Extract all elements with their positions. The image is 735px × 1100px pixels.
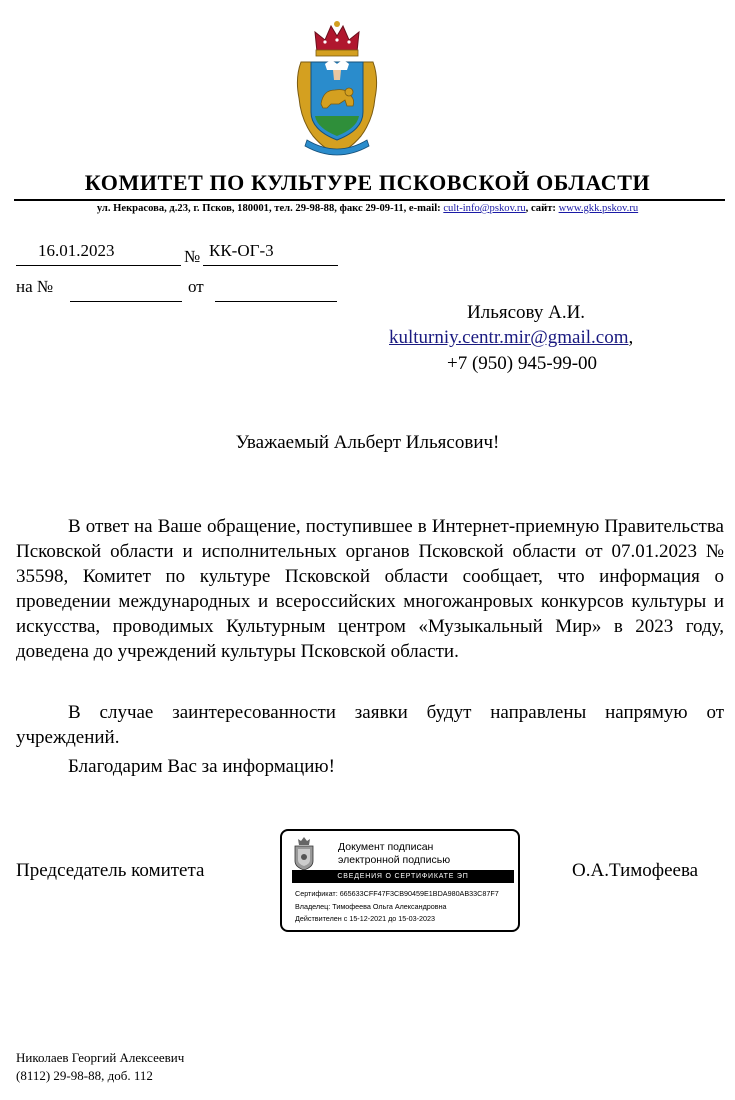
greeting: Уважаемый Альберт Ильясович! bbox=[235, 432, 500, 453]
signer-position: Председатель комитета bbox=[16, 860, 205, 881]
reference-number-blank bbox=[70, 281, 182, 302]
stamp-title-line-2: электронной подписью bbox=[338, 854, 451, 866]
executor-name: Николаев Георгий Алексеевич bbox=[16, 1050, 185, 1065]
reference-date-label: от bbox=[188, 277, 204, 296]
stamp-title-line-1: Документ подписан bbox=[338, 841, 434, 853]
electronic-signature-stamp bbox=[280, 829, 520, 932]
organization-email-link[interactable]: cult-info@pskov.ru bbox=[443, 203, 526, 214]
address-text: ул. Некрасова, д.23, г. Псков, 180001, тел. 29-98-88, факс 29-09-11, e-mail: bbox=[96, 203, 444, 214]
body-paragraph-3: Благодарим Вас за информацию! bbox=[68, 756, 335, 777]
reference-date-blank bbox=[215, 281, 337, 302]
number-sign: № bbox=[184, 247, 201, 266]
organization-site-link[interactable]: www.gkk.pskov.ru bbox=[558, 203, 639, 214]
executor-phone: (8112) 29-98-88, доб. 112 bbox=[16, 1068, 153, 1083]
site-label: , сайт: bbox=[525, 203, 559, 214]
body-paragraph-1: В ответ на Ваше обращение, поступившее в Интернет-приемную Правительства Псковской области и исполнительных органов Псковской области от 07.01.2023 № 35598, Комитет по культуре Псковской области сообщает, что информация о проведении международных и всероссийских многожанровых конкурсов культуры и искусства, проводимых Культурным центром «Музыкальный Мир» в 2023 году, доведена до учреждений культуры Псковской области. bbox=[16, 516, 724, 662]
organization-address bbox=[0, 203, 735, 214]
signer-name: О.А.Тимофеева bbox=[572, 860, 699, 881]
recipient-email-link[interactable]: kulturniy.centr.mir@gmail.com bbox=[389, 327, 629, 348]
outgoing-date-field bbox=[16, 241, 181, 266]
coat-of-arms-icon bbox=[287, 18, 387, 160]
header-divider bbox=[14, 199, 725, 201]
organization-title: КОМИТЕТ ПО КУЛЬТУРЕ ПСКОВСКОЙ ОБЛАСТИ bbox=[84, 170, 651, 195]
stamp-validity: Действителен с 15-12-2021 до 15-03-2023 bbox=[295, 914, 436, 923]
outgoing-number: КК-ОГ-3 bbox=[209, 241, 274, 260]
reference-number-label: на № bbox=[16, 277, 54, 296]
recipient-email-line bbox=[389, 327, 633, 349]
stamp-certificate: Сертификат: 665633CFF47F3CB90459E1BDA980AB33C87F7 bbox=[295, 889, 499, 898]
outgoing-number-field bbox=[203, 241, 338, 266]
stamp-certificate-band: СВЕДЕНИЯ О СЕРТИФИКАТЕ ЭП bbox=[292, 870, 514, 883]
recipient-name: Ильясову А.И. bbox=[467, 302, 586, 323]
recipient-email-suffix: , bbox=[628, 327, 634, 348]
stamp-owner: Владелец: Тимофеева Ольга Александровна bbox=[295, 902, 447, 911]
body-paragraph-2: В случае заинтересованности заявки будут направлены напрямую от учреждений. bbox=[16, 702, 724, 748]
recipient-phone: +7 (950) 945-99-00 bbox=[447, 353, 598, 374]
stamp-emblem-icon bbox=[292, 837, 316, 871]
outgoing-date: 16.01.2023 bbox=[38, 241, 115, 260]
